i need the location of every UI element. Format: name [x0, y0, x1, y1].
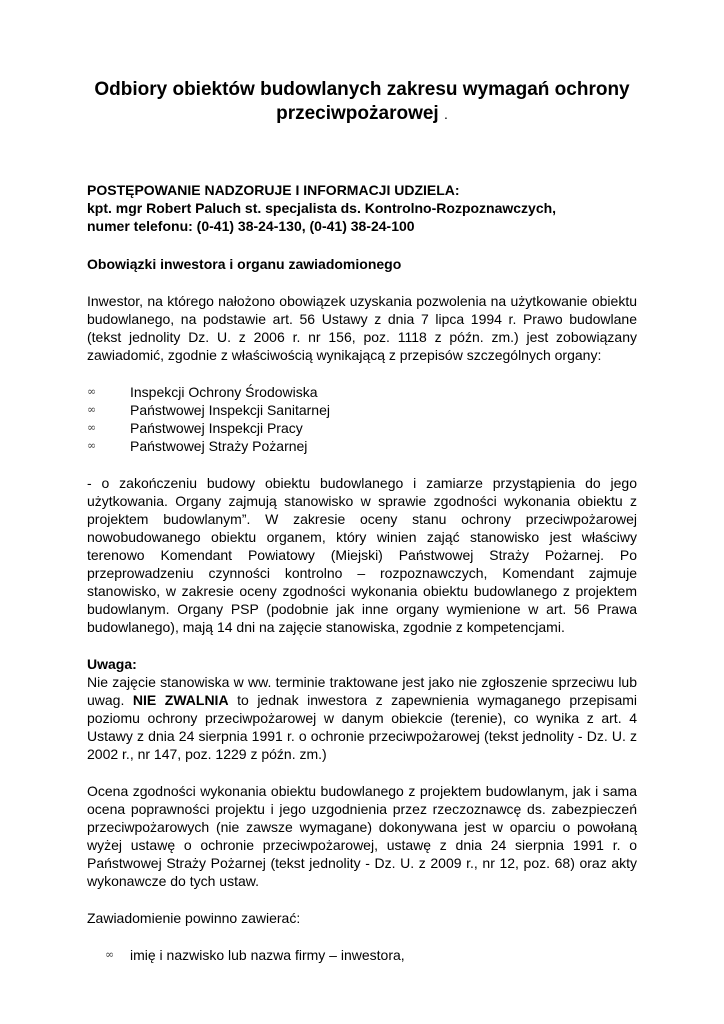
list-item	[87, 383, 637, 401]
list-item	[87, 401, 637, 419]
list-item	[87, 419, 637, 437]
contact-phone: numer telefonu: (0-41) 38-24-130, (0-41) 38-24-100	[87, 218, 415, 234]
list-item-text: Państwowej Straży Pożarnej	[130, 438, 308, 454]
contact-block	[87, 181, 637, 235]
zawiadomienie-list	[87, 946, 637, 964]
uwaga-text-after: to jednak inwestora z zapewnienia wymaganego przepisami poziomu ochrony przeciwpożarowej w danym obiekcie (terenie), co wynika z art. 4 Ustawy z dnia 24 sierpnia 1991 r. o ochronie przeciwpożarowej (tekst jednolity - Dz. U. z 2002 r., nr 147, poz. 1229 z późn. zm.)	[87, 692, 638, 762]
ocena-paragraph: Ocena zgodności wykonania obiektu budowlanego z projektem budowlanym, jak i sama ocena poprawności projektu i jego uzgodnienia przez rzeczoznawcę ds. zabezpieczeń przeciwpożarowych (nie zawsze wymagane) dokonywana jest w oparciu o powołaną wyżej ustawę o ochronie przeciwpożarowej, ustawę z dnia 24 sierpnia 1991 r. o Państwowej Straży Pożarnej (tekst jednolity - Dz. U. z 2009 r., nr 12, poz. 68) oraz akty wykonawcze do tych ustaw.	[87, 783, 637, 889]
infinity-bullet-icon: ∞	[87, 385, 97, 398]
uwaga-paragraph	[87, 673, 637, 763]
uwaga-emphasis: NIE ZWALNIA	[132, 692, 229, 708]
page-title	[87, 0, 637, 126]
uwaga-heading: Uwaga:	[87, 656, 137, 672]
contact-person: kpt. mgr Robert Paluch st. specjalista ds. Kontrolno-Rozpoznawczych,	[87, 200, 557, 216]
zawiadomienie-intro: Zawiadomienie powinno zawierać:	[87, 910, 301, 926]
section-heading: Obowiązki inwestora i organu zawiadomionego	[87, 256, 402, 272]
infinity-bullet-icon: ∞	[87, 421, 97, 434]
organs-list	[87, 383, 637, 455]
contact-heading: POSTĘPOWANIE NADZORUJE I INFORMACJI UDZIELA:	[87, 182, 460, 198]
infinity-bullet-icon: ∞	[105, 948, 115, 961]
main-paragraph: - o zakończeniu budowy obiektu budowlanego i zamiarze przystąpienia do jego użytkowania. Organy zajmują stanowisko w sprawie zgodności wykonania obiektu z projektem budowlanym”. W zakresie oceny stanu ochrony przeciwpożarowej nowobudowanego obiektu organem, który winien zająć stanowisko jest właściwy terenowo Komendant Powiatowy (Miejski) Państwowej Straży Pożarnej. Po przeprowadzeniu czynności kontrolno – rozpoznawczych, Komendant zajmuje stanowisko, w zakresie oceny zgodności wykonania obiektu budowlanego z projektem budowlanym. Organy PSP (podobnie jak inne organy wymienione w art. 56 Prawa budowlanego), mają 14 dni na zajęcie stanowiska, zgodnie z kompetencjami.	[87, 475, 637, 635]
list-item-text: Państwowej Inspekcji Sanitarnej	[130, 402, 330, 418]
list-item-text: Państwowej Inspekcji Pracy	[130, 420, 303, 436]
list-item-text: Inspekcji Ochrony Środowiska	[130, 384, 318, 400]
list-item	[87, 437, 637, 455]
intro-paragraph: Inwestor, na którego nałożono obowiązek uzyskania pozwolenia na użytkowanie obiektu budowlanego, na podstawie art. 56 Ustawy z dnia 7 lipca 1994 r. Prawo budowlane (tekst jednolity Dz. U. z 2006 r. nr 156, poz. 1118 z późn. zm.) jest zobowiązany zawiadomić, zgodnie z właściwością wynikającą z przepisów szczególnych organy:	[87, 293, 637, 363]
page-title-text: Odbiory obiektów budowlanych zakresu wymagań ochrony przeciwpożarowej	[94, 79, 630, 124]
infinity-bullet-icon: ∞	[87, 439, 97, 452]
infinity-bullet-icon: ∞	[87, 403, 97, 416]
list-item-text: imię i nazwisko lub nazwa firmy – inwestora,	[130, 947, 405, 963]
list-item	[87, 946, 637, 964]
title-trailing-dot: .	[444, 106, 448, 122]
uwaga-text-before: Nie zajęcie stanowiska w ww. terminie traktowane jest jako nie zgłoszenie sprzeciwu lub uwag.	[87, 674, 637, 708]
